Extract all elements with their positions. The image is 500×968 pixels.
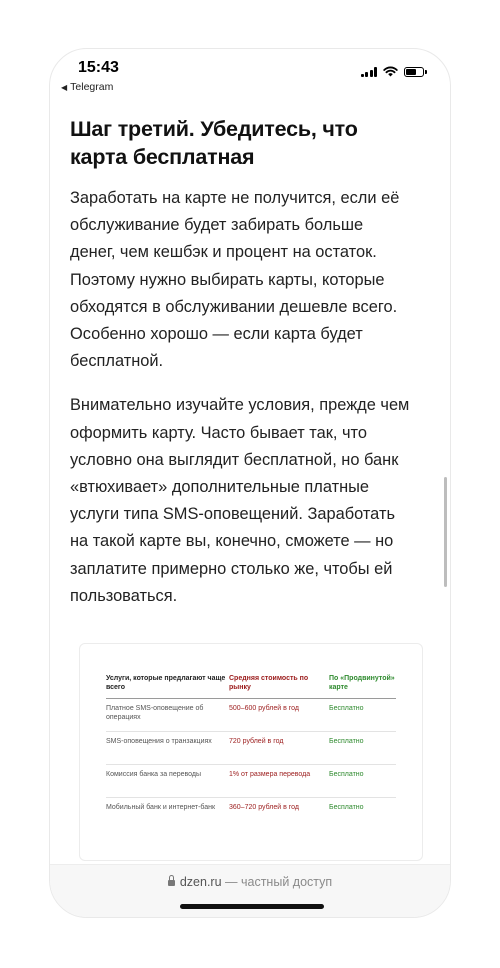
article-paragraph: Внимательно изучайте условия, прежде чем оформить карту. Часто бывает так, что условно она выглядит бесплатной, но банк «втюхивает» дополнительные платные услуги типа SMS-оповещений. Заработать на такой карте вы, конечно, сможете — но заплатите примерно столько же, чтобы ей пользоваться. bbox=[70, 396, 410, 605]
table-cell-service: Мобильный банк и интернет-банк bbox=[106, 804, 216, 811]
signal-icon bbox=[361, 67, 378, 77]
address-url[interactable] bbox=[50, 875, 450, 889]
phone-frame bbox=[49, 48, 451, 918]
status-icons bbox=[361, 66, 425, 77]
table-row bbox=[106, 699, 396, 732]
table-cell-market-price: 720 рублей в год bbox=[229, 738, 284, 745]
table-header-services: Услуги, которые предлагают чаще всего bbox=[106, 675, 226, 691]
back-app-label: Telegram bbox=[70, 81, 114, 93]
table-cell-card-price: Бесплатно bbox=[329, 771, 364, 778]
address-host: dzen.ru bbox=[179, 875, 222, 889]
table-cell-market-price: 360–720 рублей в год bbox=[229, 804, 300, 811]
status-time: 15:43 bbox=[78, 59, 119, 76]
back-arrow-icon: ◀ bbox=[61, 83, 68, 92]
browser-address-bar[interactable] bbox=[50, 864, 450, 917]
article-paragraph: Заработать на карте не получится, если её обслуживание будет забирать больше денег, чем кешбэк и процент на остаток. Поэтому нужно выбирать карты, которые обходятся в обслуживании дешевле всего. Особенно хорошо — если карта будет бесплатной. bbox=[70, 189, 400, 371]
table-header-card-price: По «Продвинутой» карте bbox=[329, 675, 395, 691]
article-content bbox=[70, 115, 410, 610]
table-cell-card-price: Бесплатно bbox=[329, 804, 364, 811]
battery-level bbox=[406, 69, 416, 75]
table-cell-card-price: Бесплатно bbox=[329, 738, 364, 745]
table-cell-service: SMS-оповещения о транзакциях bbox=[106, 738, 212, 745]
home-indicator[interactable] bbox=[180, 904, 324, 909]
table-header-market-price: Средняя стоимость по рынку bbox=[229, 675, 309, 691]
table-row bbox=[106, 798, 396, 831]
table-cell-service: Платное SMS-оповещение об операциях bbox=[106, 705, 204, 721]
table-cell-card-price: Бесплатно bbox=[329, 705, 364, 712]
comparison-table-image bbox=[79, 643, 423, 861]
table-row bbox=[106, 765, 396, 798]
section-heading: Шаг третий. Убедитесь, что карта бесплатная bbox=[70, 117, 358, 169]
table-header-row bbox=[106, 674, 396, 699]
lock-icon bbox=[168, 880, 175, 886]
table-cell-market-price: 1% от размера перевода bbox=[229, 771, 311, 778]
table-cell-service: Комиссия банка за переводы bbox=[106, 771, 202, 778]
scrollbar[interactable] bbox=[444, 477, 447, 587]
comparison-table bbox=[106, 674, 396, 831]
table-row bbox=[106, 732, 396, 765]
table-cell-market-price: 500–600 рублей в год bbox=[229, 705, 300, 712]
wifi-icon bbox=[383, 66, 398, 77]
battery-icon bbox=[404, 67, 424, 77]
address-private-note: — частный доступ bbox=[221, 875, 333, 889]
back-to-telegram-link[interactable] bbox=[61, 81, 113, 93]
